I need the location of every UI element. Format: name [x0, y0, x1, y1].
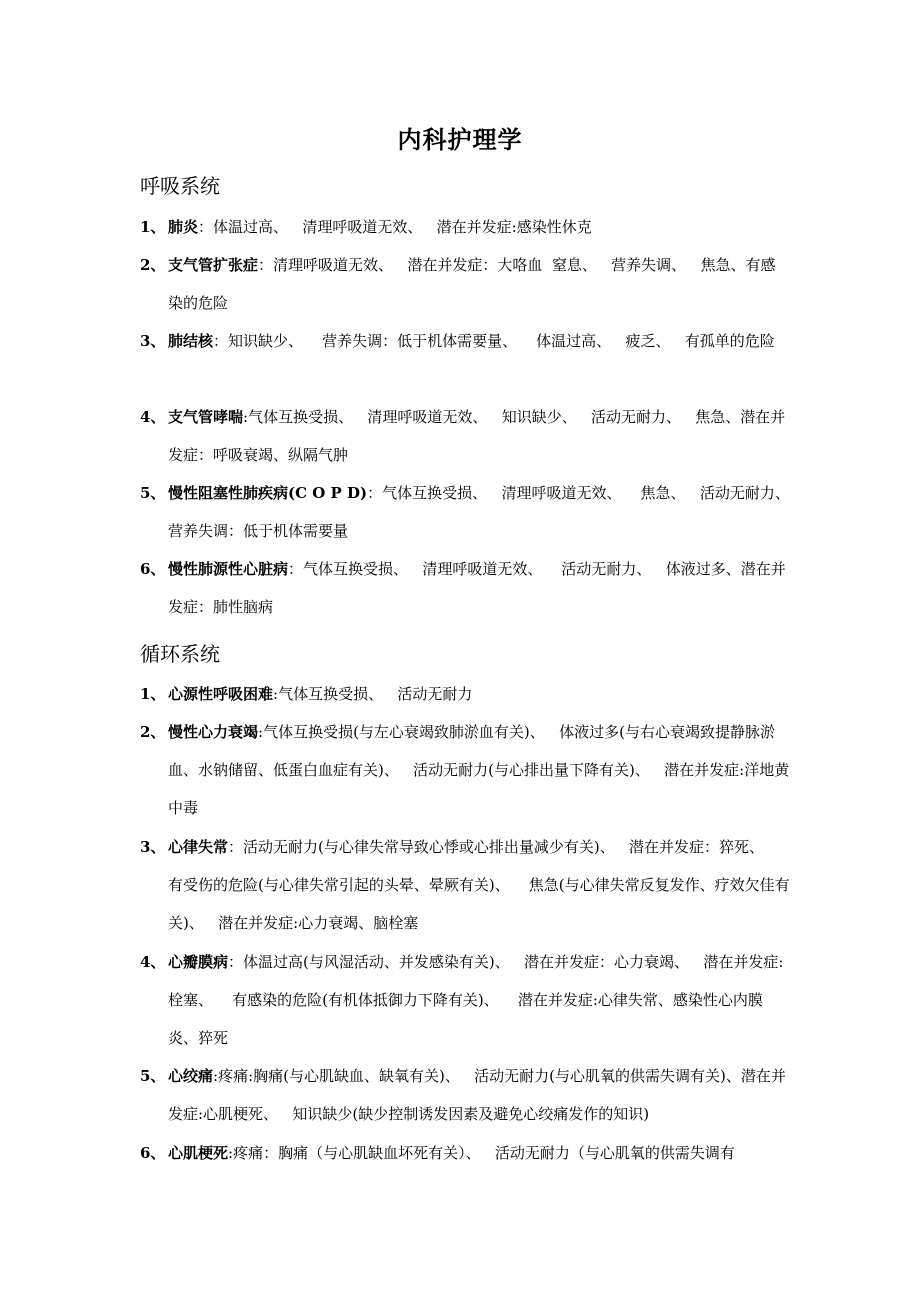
item-separator: :: [273, 685, 279, 703]
item-separator: ：: [288, 560, 304, 578]
list-item: [140, 675, 790, 713]
item-number: 1、: [140, 685, 166, 703]
item-number: 5、: [140, 484, 166, 502]
item-separator: ：: [367, 484, 383, 502]
item-separator: ：: [198, 218, 214, 236]
list-item: [140, 1134, 790, 1172]
item-description: 体温过高(与风湿活动、并发感染有关)、 潜在并发症：心力衰竭、 潜在并发症:栓塞、 有感染的危险(有机体抵御力下降有关)、 潜在并发症:心律失常、感染性心内膜炎、猝死: [168, 953, 784, 1047]
item-separator: ：: [258, 256, 274, 274]
item-term: 慢性心力衰竭: [168, 723, 259, 741]
item-separator: ：: [228, 953, 244, 971]
item-description: 气体互换受损、 活动无耐力: [278, 685, 473, 703]
list-item: [140, 208, 790, 246]
item-description: 体温过高、 清理呼吸道无效、 潜在并发症:感染性休克: [213, 218, 592, 236]
list-item: [140, 550, 790, 626]
list-item: [140, 246, 790, 322]
item-term: 支气管扩张症: [168, 256, 259, 274]
item-number: 6、: [140, 1144, 166, 1162]
list-item: [140, 1057, 790, 1133]
item-term: 支气管哮喘: [168, 408, 244, 426]
item-term: 肺结核: [168, 332, 214, 350]
item-description: 气体互换受损、 清理呼吸道无效、 活动无耐力、 体液过多、潜在并发症：肺性脑病: [168, 560, 786, 616]
item-separator: ：: [228, 838, 244, 856]
item-description: 清理呼吸道无效、 潜在并发症：大咯血 窒息、 营养失调、 焦急、有感染的危险: [168, 256, 776, 312]
page-title: 内科护理学: [397, 125, 523, 154]
item-number: 2、: [140, 256, 166, 274]
item-separator: :: [228, 1144, 234, 1162]
list-item: [140, 943, 790, 1057]
item-term: 心绞痛: [168, 1067, 214, 1085]
list-item: [140, 713, 790, 827]
list-item: [140, 828, 790, 942]
list-item: [140, 322, 790, 360]
item-number: 4、: [140, 953, 166, 971]
item-number: 5、: [140, 1067, 166, 1085]
item-term: 心瓣膜病: [168, 953, 229, 971]
item-separator: :: [258, 723, 264, 741]
item-description: 气体互换受损、 清理呼吸道无效、 知识缺少、 活动无耐力、 焦急、潜在并发症：呼吸衰竭、纵隔气肿: [168, 408, 786, 464]
item-term: 慢性阻塞性肺疾病(C O P D): [168, 484, 368, 502]
item-number: 6、: [140, 560, 166, 578]
item-number: 3、: [140, 838, 166, 856]
section-heading-respiratory: 呼吸系统: [140, 174, 220, 198]
item-separator: ：: [213, 332, 229, 350]
item-description: 气体互换受损(与左心衰竭致肺淤血有关)、 体液过多(与右心衰竭致提静脉淤血、水钠储留、低蛋白血症有关)、 活动无耐力(与心排出量下降有关)、 潜在并发症:洋地黄中毒: [168, 723, 790, 817]
item-description: 知识缺少、 营养失调：低于机体需要量、 体温过高、 疲乏、 有孤单的危险: [228, 332, 775, 350]
item-term: 心律失常: [168, 838, 229, 856]
item-number: 1、: [140, 218, 166, 236]
item-separator: :: [213, 1067, 219, 1085]
list-item: [140, 474, 809, 550]
section-heading-circulatory: 循环系统: [140, 642, 220, 666]
item-description: 疼痛：胸痛（与心肌缺血坏死有关）、 活动无耐力（与心肌氧的供需失调有: [233, 1144, 735, 1162]
item-number: 3、: [140, 332, 166, 350]
item-description: 活动无耐力(与心律失常导致心悸或心排出量减少有关)、 潜在并发症：猝死、 有受伤的危险(与心律失常引起的头晕、晕厥有关)、 焦急(与心律失常反复发作、疗效欠佳有关)、 潜在并发症:心力衰竭、脑栓塞: [168, 838, 790, 932]
item-number: 2、: [140, 723, 166, 741]
item-description: 气体互换受损、 清理呼吸道无效、 焦急、 活动无耐力、 营养失调：低于机体需要量: [168, 484, 809, 540]
item-description: 疼痛:胸痛(与心肌缺血、缺氧有关)、 活动无耐力(与心肌氧的供需失调有关)、潜在并发症:心肌梗死、 知识缺少(缺少控制诱发因素及避免心绞痛发作的知识): [168, 1067, 786, 1123]
item-term: 心肌梗死: [168, 1144, 229, 1162]
item-term: 慢性肺源性心脏病: [168, 560, 289, 578]
item-term: 心源性呼吸困难: [168, 685, 274, 703]
item-separator: :: [243, 408, 249, 426]
list-item: [140, 398, 790, 474]
item-term: 肺炎: [168, 218, 199, 236]
item-number: 4、: [140, 408, 166, 426]
